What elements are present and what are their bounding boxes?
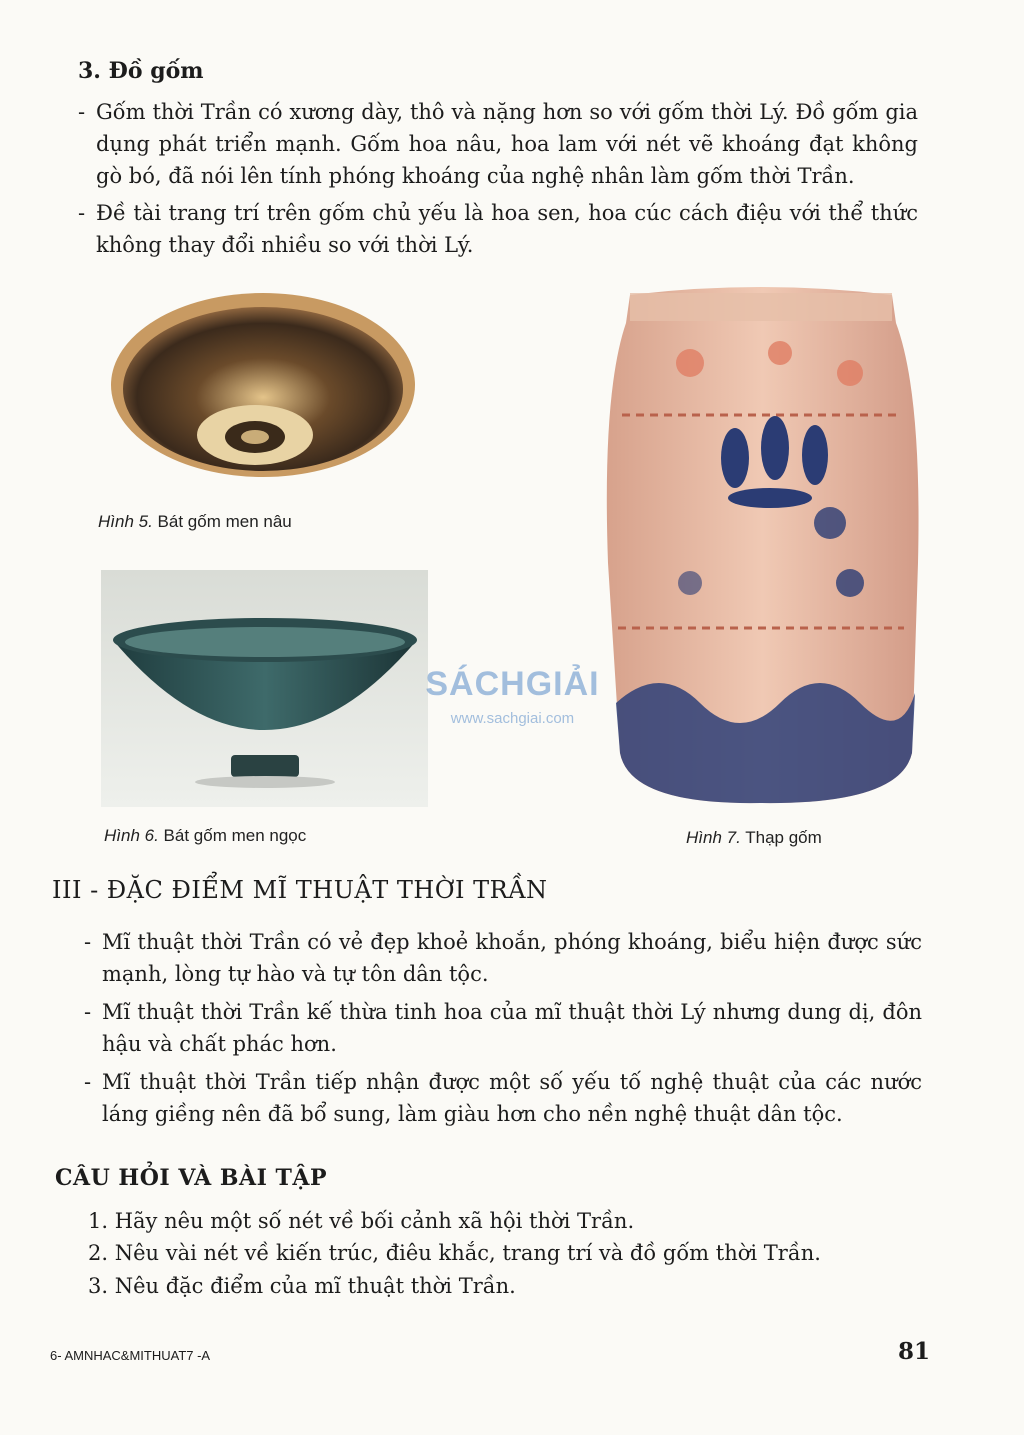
- paragraph-dac-diem-1: - Mĩ thuật thời Trần có vẻ đẹp khoẻ khoắn, phóng khoáng, biểu hiện được sức mạnh, lòng tự hào và tự tôn dân tộc.: [84, 930, 922, 986]
- ceramic-jar-image: [600, 283, 920, 808]
- footer-book-code: 6- AMNHAC&MITHUAT7 -A: [50, 1348, 211, 1363]
- section-heading-do-gom: 3. Đồ gốm: [78, 58, 204, 84]
- brown-bowl-image: [95, 285, 430, 500]
- watermark: [405, 665, 620, 727]
- question-item: 2. Nêu vài nét về kiến trúc, điêu khắc, trang trí và đồ gốm thời Trần.: [88, 1241, 821, 1265]
- figure-6-caption: Hình 6. Bát gốm men ngọc: [104, 826, 307, 845]
- figure-5-caption: Hình 5. Bát gốm men nâu: [98, 512, 292, 531]
- section-heading-dac-diem: III - ĐẶC ĐIỂM MĨ THUẬT THỜI TRẦN: [52, 876, 548, 904]
- figure-7-caption: Hình 7. Thạp gốm: [686, 828, 822, 847]
- page-number: 81: [898, 1338, 931, 1365]
- paragraph-dac-diem-3: - Mĩ thuật thời Trần tiếp nhận được một số yếu tố nghệ thuật của các nước láng giềng nên đã bổ sung, làm giàu hơn cho nền nghệ thuật dân tộc.: [84, 1070, 922, 1126]
- paragraph-gom-tran: - Gốm thời Trần có xương dày, thô và nặng hơn so với gốm thời Lý. Đồ gốm gia dụng phát triển mạnh. Gốm hoa nâu, hoa lam với nét vẽ khoáng đạt không gò bó, đã nói lên tính phóng khoáng của nghệ nhân làm gốm thời Trần.: [78, 100, 918, 188]
- paragraph-dac-diem-2: - Mĩ thuật thời Trần kế thừa tinh hoa của mĩ thuật thời Lý nhưng dung dị, đôn hậu và chất phác hơn.: [84, 1000, 922, 1056]
- questions-heading: CÂU HỎI VÀ BÀI TẬP: [55, 1165, 328, 1191]
- celadon-bowl-image: [101, 570, 428, 807]
- watermark-brand: SÁCHGIẢI: [425, 665, 600, 703]
- question-item: 1. Hãy nêu một số nét về bối cảnh xã hội thời Trần.: [88, 1209, 635, 1233]
- watermark-site: www.sachgiai.com: [450, 710, 575, 727]
- paragraph-de-tai-trang-tri: - Đề tài trang trí trên gốm chủ yếu là hoa sen, hoa cúc cách điệu với thể thức không thay đổi nhiều so với thời Lý.: [78, 201, 918, 257]
- question-item: 3. Nêu đặc điểm của mĩ thuật thời Trần.: [88, 1274, 516, 1298]
